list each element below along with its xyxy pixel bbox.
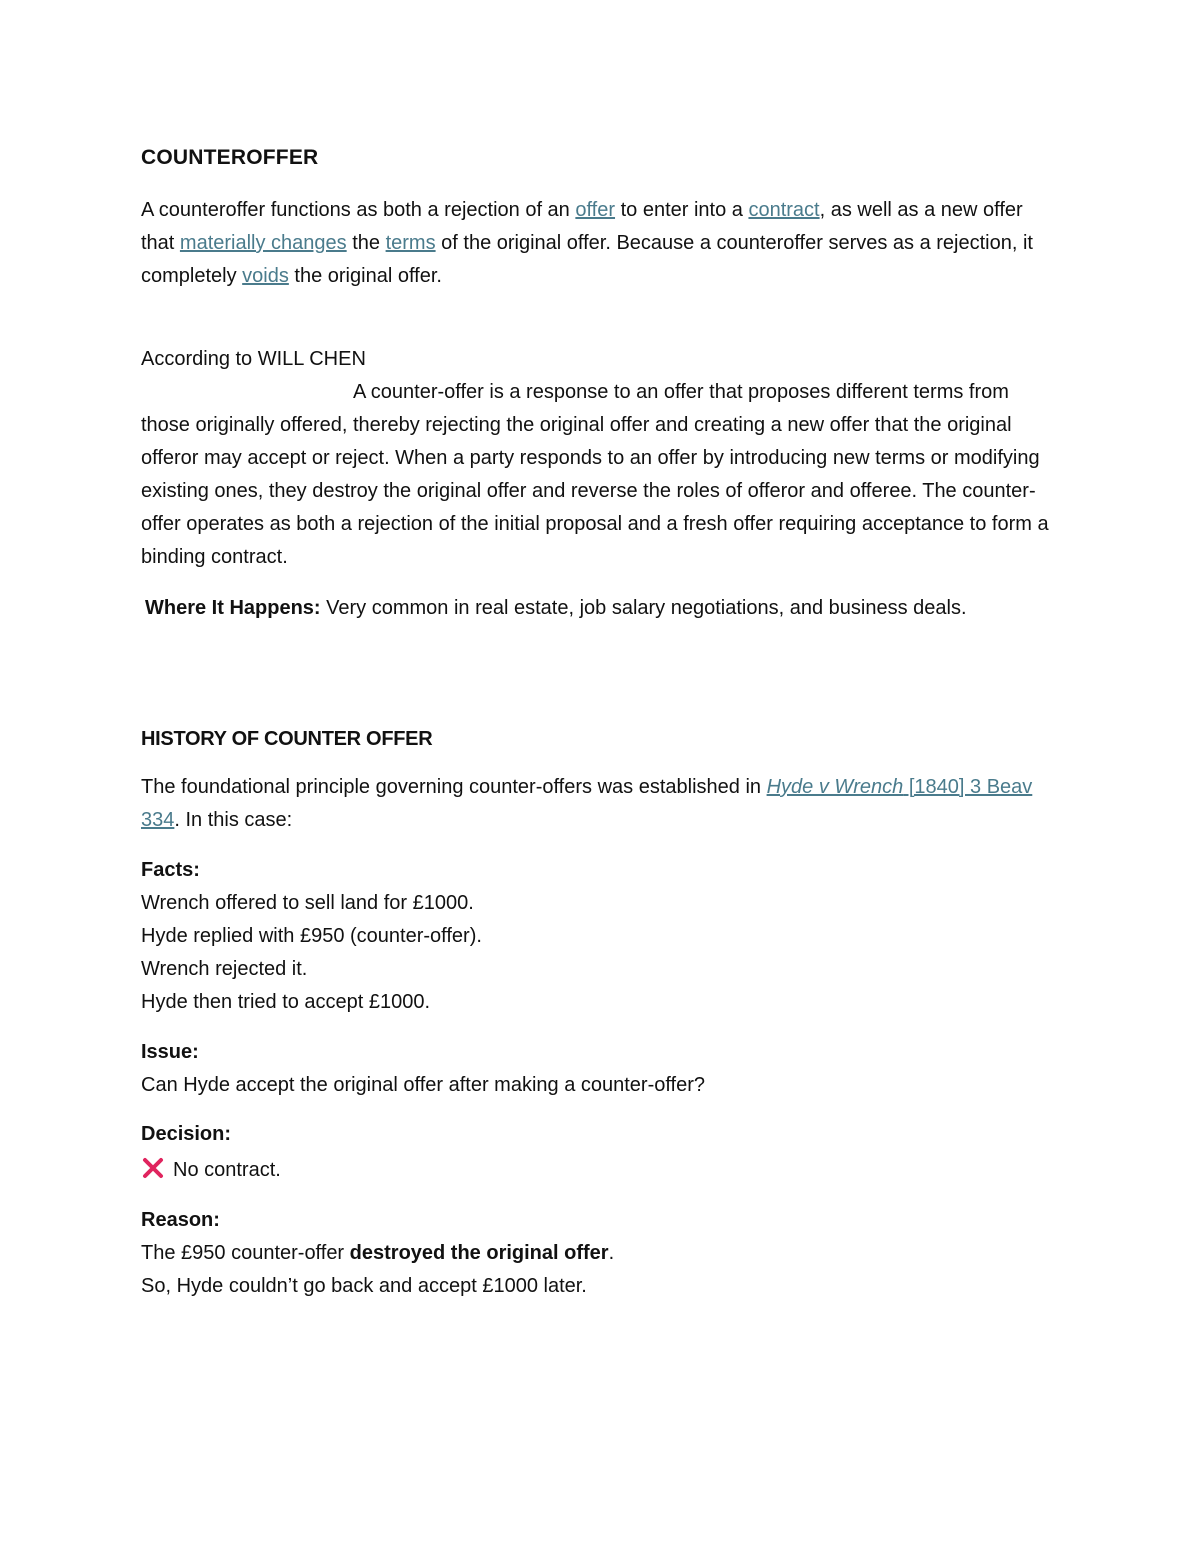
fact-line: Hyde replied with £950 (counter-offer). [141,925,482,947]
issue-section [141,1036,1061,1102]
case-citation: [1840] 3 Beav 334 [141,776,1033,831]
intro-text: the [346,232,386,254]
intro-text: to enter into a [615,199,749,221]
link-terms[interactable]: terms [385,232,436,254]
according-line: According to WILL CHEN [141,348,366,370]
according-section [141,343,1061,574]
cross-mark-icon [141,1156,165,1180]
reason-text: . [608,1242,615,1264]
where-text: Very common in real estate, job salary negotiations, and business deals. [320,597,967,619]
link-voids[interactable]: voids [242,265,289,287]
fact-line: Hyde then tried to accept £1000. [141,991,431,1013]
fact-line: Wrench rejected it. [141,958,308,980]
reason-text: The £950 counter-offer [141,1242,350,1264]
link-offer[interactable]: offer [575,199,616,221]
decision-label: Decision: [141,1123,232,1145]
decision-text: No contract. [173,1159,281,1181]
fact-line: Wrench offered to sell land for £1000. [141,892,474,914]
history-heading: HISTORY OF COUNTER OFFER [141,728,433,750]
history-paragraph [141,771,1061,837]
intro-text: the original offer. [288,265,442,287]
link-materially-changes[interactable]: materially changes [179,232,347,254]
facts-section [141,854,1061,1019]
facts-label: Facts: [141,859,200,881]
intro-text: of the original offer. Because a counteroffer serves as a rejection, it completely [141,232,1033,287]
issue-text: Can Hyde accept the original offer after making a counter-offer? [141,1074,706,1096]
history-text: . In this case: [174,809,293,831]
reason-line: So, Hyde couldn’t go back and accept £1000 later. [141,1275,587,1297]
reason-section [141,1204,1061,1303]
intro-text: A counteroffer functions as both a rejection of an [141,199,576,221]
case-name: Hyde v Wrench [766,776,904,798]
decision-section [141,1118,1061,1187]
reason-emphasis: destroyed the original offer [349,1242,609,1264]
intro-paragraph [141,194,1061,293]
where-label: Where It Happens: [145,597,321,619]
history-text: The foundational principle governing counter-offers was established in [141,776,767,798]
page-title: COUNTEROFFER [141,146,319,169]
reason-label: Reason: [141,1209,220,1231]
according-body: A counter-offer is a response to an offer that proposes different terms from those originally offered, thereby rejecting the original offer and creating a new offer that the original offeror may accept or reject. When a party responds to an offer by introducing new terms or modifying existing ones, they destroy the original offer and reverse the roles of offeror and offeree. The counter-offer operates as both a rejection of the initial proposal and a fresh offer requiring acceptance to form a binding contract. [141,381,1049,568]
issue-label: Issue: [141,1041,199,1063]
where-paragraph [145,592,1065,625]
link-contract[interactable]: contract [748,199,820,221]
intro-text: , as well as a new offer that [141,199,1023,254]
